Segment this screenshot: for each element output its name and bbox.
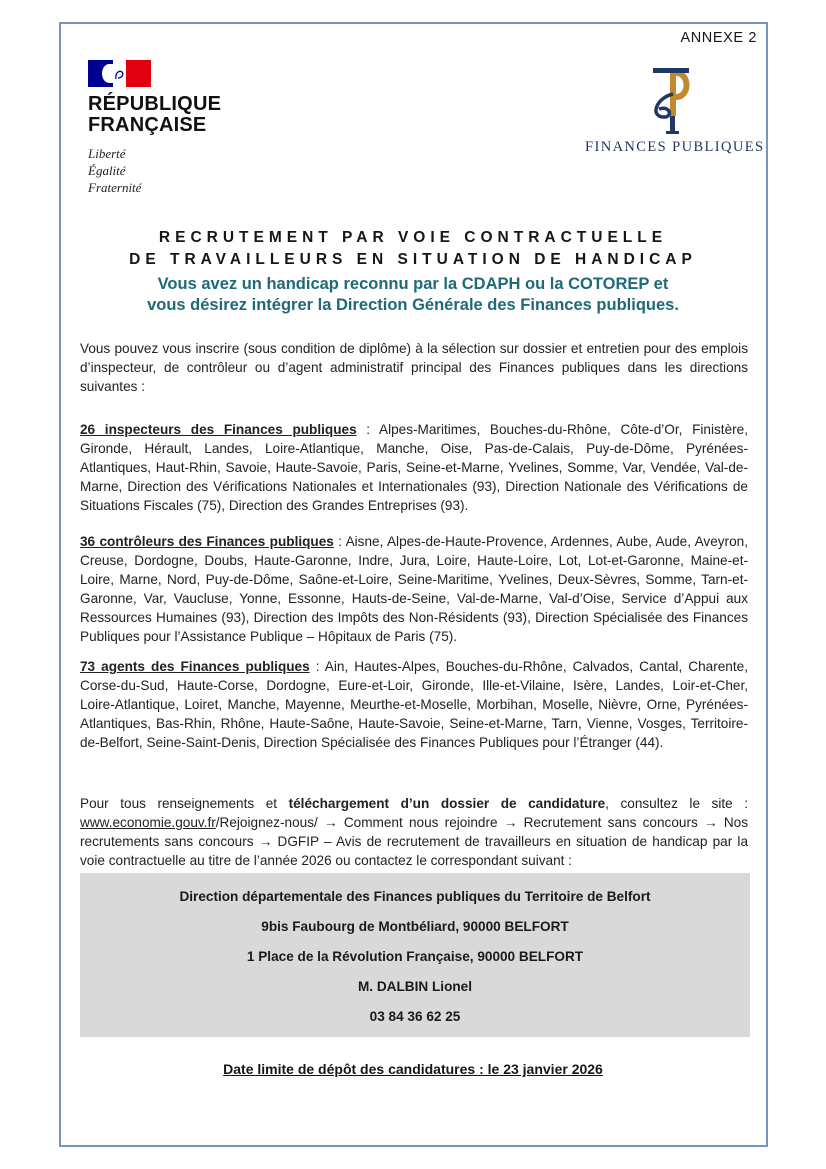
- flag-white-band: [113, 60, 126, 87]
- republique-line1: RÉPUBLIQUE: [88, 93, 222, 115]
- section-inspecteurs-heading: 26 inspecteurs des Finances publiques: [80, 422, 357, 437]
- contact-direction: Direction départementale des Finances publiques du Territoire de Belfort: [179, 888, 651, 904]
- document-subtitle: [60, 274, 766, 316]
- subtitle-line2: vous désirez intégrer la Direction Générale des Finances publiques.: [147, 296, 679, 314]
- fp-logo-caption: FINANCES PUBLIQUES: [585, 139, 765, 155]
- intro-paragraph: Vous pouvez vous inscrire (sous condition de diplôme) à la sélection sur dossier et entretien pour des emplois d’inspecteur, de contrôleur ou d’agent administratif principal des Finances publiques dans les directions suivantes :: [80, 341, 748, 394]
- subtitle-line1: Vous avez un handicap reconnu par la CDAPH ou la COTOREP et: [157, 275, 669, 293]
- section-inspecteurs: [80, 420, 748, 515]
- info-paragraph: [80, 794, 748, 870]
- section-inspecteurs-separator: :: [356, 422, 380, 437]
- marianne-profile-icon: [113, 60, 126, 87]
- annexe-label: ANNEXE 2: [680, 30, 757, 46]
- section-controleurs-separator: :: [333, 534, 346, 549]
- fp-monogram-icon: [646, 64, 698, 136]
- info-seg3: , consultez le site :: [605, 796, 748, 811]
- section-controleurs-body: Aisne, Alpes-de-Haute-Provence, Ardennes, Aube, Aude, Aveyron, Creuse, Dordogne, Doubs, Haute-Garonne, Indre, Jura, Loire, Haute-Loire, Lot, Lot-et-Garonne, Maine-et-Loire, Marne, Nord, Puy-de-Dôme, Saône-et-Loire, Seine-Maritime, Yvelines, Deux-Sèvres, Somme, Tarn-et-Garonne, Var, Vaucluse, Yonne, Essonne, Hauts-de-Seine, Val-de-Marne, Val-d’Oise, Service d’Appui aux Ressources Humaines (93), Direction des Impôts des Non-Résidents (93), Direction Spécialisée des Finances Publiques pour l’Assistance Publique – Hôpitaux de Paris (75).: [80, 534, 748, 644]
- republique-line2: FRANÇAISE: [88, 114, 207, 136]
- finances-publiques-logo: [585, 64, 765, 156]
- republique-francaise-logo: [88, 60, 238, 196]
- republique-wordmark: [88, 94, 238, 136]
- motto-fraternite: Fraternité: [88, 180, 142, 195]
- info-seg1: Pour tous renseignements et: [80, 796, 289, 811]
- info-download-bold: téléchargement d’un dossier de candidature: [288, 796, 606, 811]
- motto-egalite: Égalité: [88, 163, 126, 178]
- document-title: [60, 227, 766, 271]
- contact-person: M. DALBIN Lionel: [357, 978, 473, 994]
- section-controleurs-heading: 36 contrôleurs des Finances publiques: [80, 534, 334, 549]
- title-line2: DE TRAVAILLEURS EN SITUATION DE HANDICAP: [129, 251, 697, 268]
- section-controleurs: [80, 532, 748, 646]
- flag-red-band: [126, 60, 151, 87]
- contact-phone: 03 84 36 62 25: [369, 1008, 461, 1024]
- economie-gouv-link[interactable]: www.economie.gouv.fr: [80, 815, 216, 830]
- french-flag-icon: [88, 60, 151, 87]
- section-agents-heading: 73 agents des Finances publiques: [80, 659, 310, 674]
- section-agents-body: Ain, Hautes-Alpes, Bouches-du-Rhône, Calvados, Cantal, Charente, Corse-du-Sud, Haute-Corse, Dordogne, Eure-et-Loir, Gironde, Ille-et-Vilaine, Isère, Landes, Loir-et-Cher, Loire-Atlantique, Loiret, Manche, Mayenne, Meurthe-et-Moselle, Morbihan, Moselle, Nièvre, Orne, Pyrénées-Atlantiques, Bas-Rhin, Rhône, Haute-Saône, Haute-Savoie, Seine-et-Marne, Tarn, Vienne, Vosges, Territoire-de-Belfort, Seine-Saint-Denis, Direction Spécialisée des Finances Publiques pour l’Étranger (44).: [80, 659, 748, 750]
- contact-address-1: 9bis Faubourg de Montbéliard, 90000 BELFORT: [261, 918, 569, 934]
- section-agents-separator: :: [309, 659, 325, 674]
- section-inspecteurs-body: Alpes-Maritimes, Bouches-du-Rhône, Côte-d’Or, Finistère, Gironde, Hérault, Landes, Loire-Atlantique, Manche, Oise, Pas-de-Calais, Puy-de-Dôme, Pyrénées-Atlantiques, Haut-Rhin, Savoie, Haute-Savoie, Paris, Seine-et-Marne, Yvelines, Somme, Var, Vendée, Val-de-Marne, Direction des Vérifications Nationales et Internationales (93), Direction Nationale des Vérifications de Situations Fiscales (75), Direction des Grandes Entreprises (93).: [80, 422, 748, 513]
- title-line1: RECRUTEMENT PAR VOIE CONTRACTUELLE: [158, 229, 668, 246]
- contact-box: [80, 873, 750, 1037]
- flag-blue-band: [88, 60, 113, 87]
- deadline-line: Date limite de dépôt des candidatures : le 23 janvier 2026: [223, 1061, 603, 1077]
- motto-liberte: Liberté: [88, 146, 126, 161]
- section-agents: [80, 657, 748, 752]
- contact-address-2: 1 Place de la Révolution Française, 90000 BELFORT: [246, 948, 584, 964]
- info-seg4: /Rejoignez-nous/ → Comment nous rejoindre → Recrutement sans concours → Nos recrutements sans concours → DGFIP – Avis de recrutement de travailleurs en situation de handicap par la voie contractuelle au titre de l’année 2026 ou contactez le correspondant suivant :: [80, 815, 748, 868]
- motto: [88, 145, 238, 196]
